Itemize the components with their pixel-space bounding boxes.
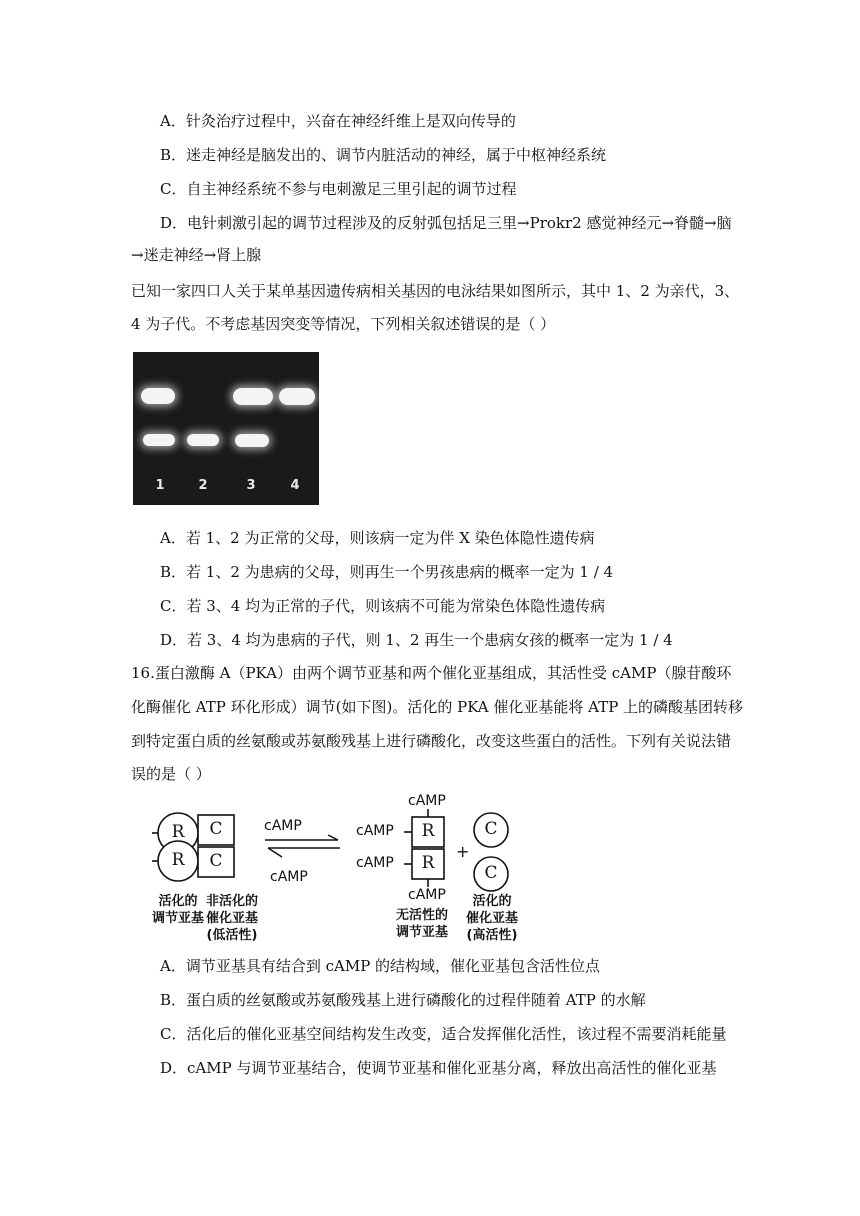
pka-activation-diagram	[150, 793, 550, 948]
q15-option-d: D．若 3、4 均为患病的子代，则 1、2 再生一个患病女孩的概率一定为 1 / 4	[160, 631, 673, 649]
caption-line: (高活性)	[466, 928, 518, 943]
reg-subunit-label-4: R	[421, 853, 435, 873]
q15-option-a: A．若 1、2 为正常的父母，则该病一定为伴 X 染色体隐性遗传病	[160, 529, 595, 547]
caption-line: (低活性)	[206, 928, 258, 943]
free-cat-subunit-label-1: C	[484, 819, 498, 839]
q14-option-a: A．针灸治疗过程中，兴奋在神经纤维上是双向传导的	[160, 112, 516, 130]
caption-line: 催化亚基	[205, 911, 258, 926]
camp-label-left-1: cAMP	[356, 823, 394, 839]
free-cat-subunit-label-2: C	[484, 863, 498, 883]
q16-option-b: B．蛋白质的丝氨酸或苏氨酸残基上进行磷酸化的过程伴随着 ATP 的水解	[160, 991, 646, 1009]
camp-label-forward: cAMP	[264, 818, 302, 834]
q15-option-b: B．若 1、2 为患病的父母，则再生一个男孩患病的概率一定为 1 / 4	[160, 563, 614, 581]
q16-option-a: A．调节亚基具有结合到 cAMP 的结构域，催化亚基包含活性位点	[160, 957, 601, 975]
caption-line: 非活化的	[205, 894, 258, 909]
caption-active-regulatory	[150, 893, 206, 927]
caption-inactive-catalytic	[200, 893, 264, 944]
q14-option-d-continued: →迷走神经→肾上腺	[131, 246, 262, 264]
cat-subunit-label-2: C	[209, 851, 223, 871]
gel-band-lane4-upper	[279, 388, 315, 405]
gel-band-lane1-upper	[141, 388, 175, 404]
q14-option-b: B．迷走神经是脑发出的、调节内脏活动的神经，属于中枢神经系统	[160, 146, 607, 164]
gel-lane-label-4: 4	[290, 478, 300, 493]
q16-stem-line2: 化酶催化 ATP 环化形成）调节(如下图)。活化的 PKA 催化亚基能将 ATP 上的磷酸基团转移	[131, 698, 744, 716]
camp-label-left-2: cAMP	[356, 855, 394, 871]
caption-active-catalytic	[460, 893, 524, 944]
gel-band-lane3-upper	[233, 388, 273, 405]
caption-line: 无活性的	[395, 908, 448, 923]
caption-line: 催化亚基	[465, 911, 518, 926]
q15-option-c: C．若 3、4 均为正常的子代，则该病不可能为常染色体隐性遗传病	[160, 597, 606, 615]
q14-option-c: C．自主神经系统不参与电刺激足三里引起的调节过程	[160, 180, 517, 198]
plus-sign: +	[456, 842, 470, 861]
reg-subunit-label-3: R	[421, 821, 435, 841]
caption-inactive-regulatory	[390, 907, 454, 941]
q15-stem-line2: 4 为子代。不考虑基因突变等情况，下列相关叙述错误的是（ ）	[131, 315, 556, 333]
q16-option-d: D．cAMP 与调节亚基结合，使调节亚基和催化亚基分离，释放出高活性的催化亚基	[160, 1059, 717, 1077]
camp-label-reverse: cAMP	[270, 869, 308, 885]
reg-subunit-label-2: R	[171, 850, 185, 870]
q15-stem-line1: 已知一家四口人关于某单基因遗传病相关基因的电泳结果如图所示，其中 1、2 为亲代，3、	[131, 282, 740, 300]
cat-subunit-label-1: C	[209, 819, 223, 839]
gel-band-lane1-lower	[143, 434, 175, 446]
electrophoresis-gel-image	[133, 352, 319, 505]
camp-label-top: cAMP	[408, 793, 446, 809]
q16-stem-line3: 到特定蛋白质的丝氨酸或苏氨酸残基上进行磷酸化，改变这些蛋白的活性。下列有关说法错	[131, 732, 732, 750]
caption-line: 活化的	[472, 894, 512, 909]
reg-subunit-label-1: R	[171, 822, 185, 842]
caption-line: 活化的	[158, 894, 198, 909]
gel-lane-label-1: 1	[155, 478, 165, 493]
q16-option-c: C．活化后的催化亚基空间结构发生改变，适合发挥催化活性，该过程不需要消耗能量	[160, 1025, 727, 1043]
gel-band-lane3-lower	[235, 434, 269, 447]
gel-lane-label-3: 3	[246, 478, 256, 493]
gel-band-lane2-lower	[187, 434, 219, 446]
caption-line: 调节亚基	[395, 925, 448, 940]
camp-label-bottom: cAMP	[408, 887, 446, 903]
q16-stem-line4: 误的是（ ）	[131, 765, 211, 783]
caption-line: 调节亚基	[151, 911, 204, 926]
q14-option-d: D．电针刺激引起的调节过程涉及的反射弧包括足三里→Prokr2 感觉神经元→脊髓→脑	[160, 214, 732, 232]
gel-lane-label-2: 2	[198, 478, 208, 493]
q16-stem-line1: 16.蛋白激酶 A（PKA）由两个调节亚基和两个催化亚基组成，其活性受 cAMP（腺苷酸环	[131, 664, 732, 682]
